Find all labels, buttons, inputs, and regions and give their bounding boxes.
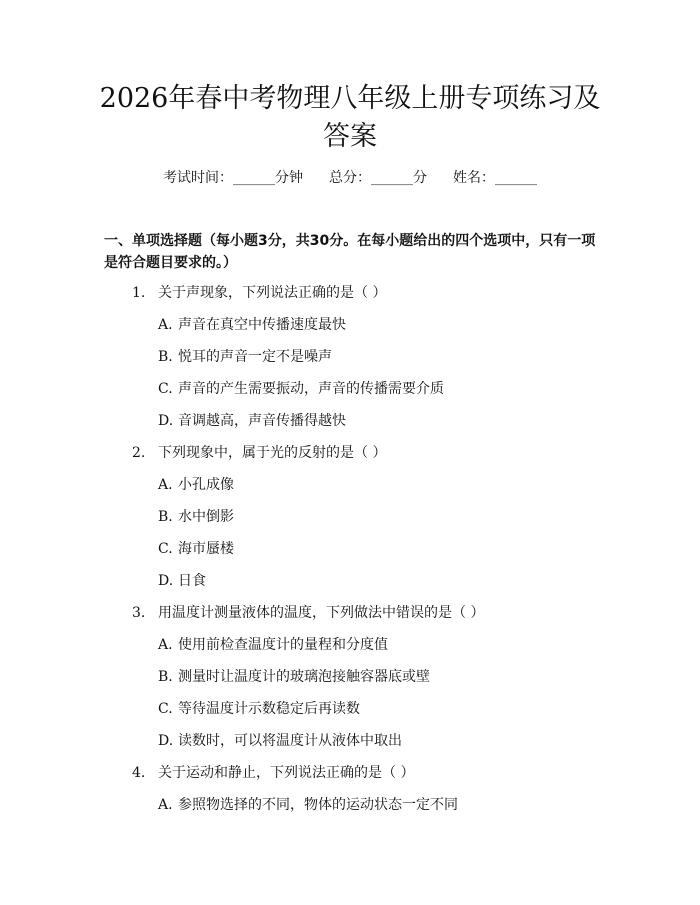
- option-3a: [158, 635, 388, 655]
- exam-meta: [0, 168, 700, 188]
- option-3c: [158, 699, 360, 719]
- option-1a: [158, 315, 346, 335]
- student-name-field: 姓名：______: [453, 170, 537, 186]
- option-3d: [158, 731, 402, 751]
- option-letter: A.: [158, 477, 173, 493]
- option-letter: C.: [158, 541, 173, 557]
- question-number: 4.: [132, 765, 146, 781]
- option-3b: [158, 667, 430, 687]
- option-1d: [158, 411, 346, 431]
- option-letter: A.: [158, 637, 173, 653]
- option-text: 音调越高，声音传播得越快: [178, 413, 346, 429]
- option-text: 声音在真空中传播速度最快: [178, 317, 346, 333]
- option-letter: C.: [158, 381, 173, 397]
- option-letter: D.: [158, 733, 174, 749]
- exam-time-field: 考试时间：______分钟: [163, 170, 303, 186]
- option-text: 日食: [178, 573, 206, 589]
- option-letter: C.: [158, 701, 173, 717]
- option-2a: [158, 475, 234, 495]
- option-text: 参照物选择的不同，物体的运动状态一定不同: [178, 797, 458, 813]
- option-letter: D.: [158, 413, 174, 429]
- option-letter: A.: [158, 797, 173, 813]
- question-1: [132, 283, 386, 303]
- question-text: 关于运动和静止，下列说法正确的是（ ）: [158, 765, 415, 781]
- option-letter: D.: [158, 573, 174, 589]
- option-letter: A.: [158, 317, 173, 333]
- option-text: 声音的产生需要振动，声音的传播需要介质: [178, 381, 444, 397]
- question-number: 1.: [132, 285, 146, 301]
- option-1c: [158, 379, 444, 399]
- question-3: [132, 603, 484, 623]
- option-letter: B.: [158, 509, 173, 525]
- option-text: 小孔成像: [178, 477, 234, 493]
- question-text: 下列现象中，属于光的反射的是（ ）: [158, 445, 387, 461]
- option-2b: [158, 507, 234, 527]
- section-heading: 一、单项选择题（每小题3分，共30分。在每小题给出的四个选项中，只有一项是符合题目要求的。）: [104, 233, 596, 271]
- question-4: [132, 763, 414, 783]
- question-number: 3.: [132, 605, 146, 621]
- option-text: 海市蜃楼: [178, 541, 234, 557]
- page-title: 2026年春中考物理八年级上册专项练习及答案: [99, 83, 601, 152]
- option-text: 使用前检查温度计的量程和分度值: [178, 637, 388, 653]
- option-1b: [158, 347, 332, 367]
- option-text: 等待温度计示数稳定后再读数: [178, 701, 360, 717]
- option-letter: B.: [158, 349, 173, 365]
- option-text: 测量时让温度计的玻璃泡接触容器底或壁: [178, 669, 430, 685]
- question-2: [132, 443, 386, 463]
- question-number: 2.: [132, 445, 146, 461]
- option-4a: [158, 795, 458, 815]
- option-text: 水中倒影: [178, 509, 234, 525]
- question-text: 关于声现象，下列说法正确的是（ ）: [158, 285, 387, 301]
- option-text: 悦耳的声音一定不是噪声: [178, 349, 332, 365]
- option-2d: [158, 571, 206, 591]
- option-letter: B.: [158, 669, 173, 685]
- option-2c: [158, 539, 234, 559]
- question-text: 用温度计测量液体的温度，下列做法中错误的是（ ）: [158, 605, 485, 621]
- option-text: 读数时，可以将温度计从液体中取出: [178, 733, 402, 749]
- total-score-field: 总分：______分: [329, 170, 427, 186]
